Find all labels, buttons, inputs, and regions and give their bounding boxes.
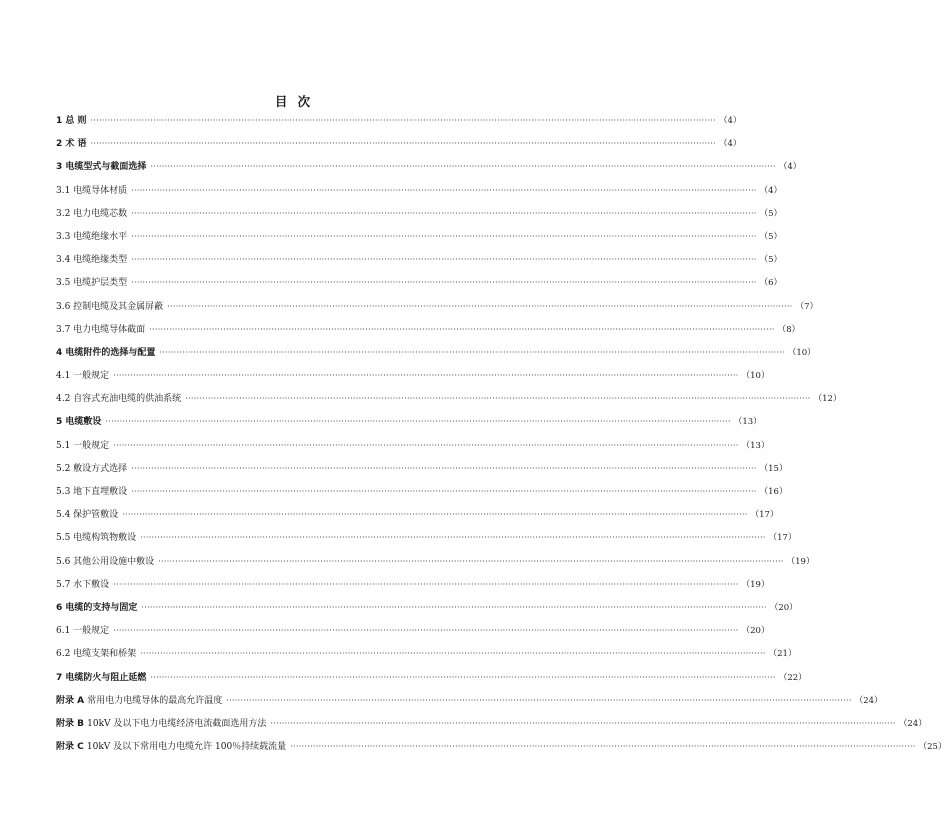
dot-leader: ···························································································································································································································· (122, 510, 748, 520)
toc-entry-label (56, 739, 286, 752)
toc-entry-page: （15） (759, 463, 788, 474)
toc-entry-page: （16） (759, 487, 788, 497)
toc-entry-label: 4.1 一般规定 (56, 371, 110, 382)
dot-leader: ···························································································································································································································· (159, 347, 785, 357)
dot-leader: ···························································································································································································································· (131, 487, 757, 496)
toc-entry (56, 600, 798, 623)
toc-entry-page: （19） (741, 579, 770, 590)
toc-entry-page: （4） (718, 139, 742, 150)
toc-entry (56, 299, 819, 322)
dot-leader: ···························································································································································································································· (113, 440, 739, 450)
dot-leader: ···························································································································································································································· (131, 208, 757, 218)
toc-entry-page: （4） (718, 116, 742, 126)
toc-entry-label: 6 电缆的支持与固定 (56, 602, 138, 613)
toc-entry-label: 5.3 地下直埋敷设 (56, 487, 128, 497)
appendix-title: 10kV 及以下常用电力电缆允许 100％持续载流量 (86, 742, 287, 753)
dot-leader: ···························································································································································································································· (131, 463, 757, 473)
toc-entry-page: （25） (918, 742, 946, 753)
toc-entry (56, 229, 783, 252)
toc-entry-page: （8） (777, 324, 801, 335)
dot-leader: ···························································································································································································································· (105, 417, 731, 427)
toc-entry (56, 646, 797, 669)
toc-entry (56, 739, 946, 762)
toc-entry (56, 530, 797, 553)
dot-leader: ···························································································································································································································· (131, 278, 757, 288)
toc-entry (56, 414, 762, 437)
toc-entry (56, 322, 801, 345)
dot-leader: ···························································································································································································································· (131, 185, 757, 195)
toc-entry-page: （20） (741, 626, 770, 637)
toc-entry (56, 554, 815, 577)
table-of-contents (56, 113, 946, 762)
appendix-title: 常用电力电缆导体的最高允许温度 (87, 695, 223, 706)
toc-entry-label: 3.3 电缆绝缘水平 (56, 231, 128, 242)
toc-entry-page: （5） (759, 231, 783, 242)
toc-entry-label: 3.1 电缆导体材质 (56, 185, 128, 196)
toc-entry-label: 3 电缆型式与截面选择 (56, 162, 147, 173)
toc-entry (56, 693, 883, 716)
toc-entry (56, 345, 816, 368)
toc-entry-page: （4） (759, 185, 783, 196)
dot-leader: ···························································································································································································································· (226, 695, 852, 705)
toc-entry-page: （17） (768, 533, 797, 544)
toc-entry (56, 484, 788, 507)
dot-leader: ···························································································································································································································· (90, 139, 716, 149)
toc-entry (56, 159, 802, 182)
toc-entry (56, 391, 842, 414)
toc-entry-page: （20） (769, 602, 798, 613)
toc-entry-page: （13） (733, 417, 762, 428)
toc-entry-label: 3.7 电力电缆导体截面 (56, 324, 146, 335)
dot-leader: ···························································································································································································································· (141, 602, 767, 612)
toc-entry-page: （5） (759, 208, 783, 219)
dot-leader: ···························································································································································································································· (90, 116, 716, 125)
toc-entry-page: （21） (768, 649, 797, 660)
dot-leader: ···························································································································································································································· (149, 324, 775, 334)
appendix-title: 10kV 及以下电力电缆经济电流截面选用方法 (87, 718, 267, 729)
toc-entry (56, 623, 770, 646)
dot-leader: ···························································································································································································································· (290, 742, 916, 752)
toc-entry-label: 5.5 电缆构筑物敷设 (56, 533, 137, 544)
toc-entry-label: 5 电缆敷设 (56, 417, 102, 428)
appendix-prefix: 附录 C (56, 742, 87, 753)
toc-entry-label: 3.4 电缆绝缘类型 (56, 255, 128, 266)
toc-entry-label: 4.2 自容式充油电缆的供油系统 (56, 394, 182, 405)
dot-leader: ···························································································································································································································· (131, 231, 757, 241)
toc-entry-page: （12） (813, 394, 842, 405)
toc-entry-page: （5） (759, 255, 783, 266)
toc-title: 目 次 (274, 94, 314, 109)
toc-entry-page: （7） (795, 301, 819, 312)
toc-entry-label: 6.2 电缆支架和桥架 (56, 649, 137, 660)
toc-entry (56, 183, 783, 206)
toc-entry-label: 3.5 电缆护层类型 (56, 278, 128, 289)
toc-entry-page: （10） (741, 371, 770, 382)
dot-leader: ···························································································································································································································· (140, 649, 766, 659)
toc-entry-label: 7 电缆防火与阻止延燃 (56, 672, 147, 683)
toc-entry-label: 5.7 水下敷设 (56, 579, 110, 590)
dot-leader: ···························································································································································································································· (270, 718, 896, 728)
toc-entry-page: （24） (898, 718, 927, 729)
toc-entry-page: （6） (759, 278, 783, 289)
toc-entry-page: （17） (750, 510, 779, 521)
appendix-prefix: 附录 A (56, 695, 88, 706)
toc-entry (56, 206, 783, 229)
toc-entry-label: 5.4 保护管敷设 (56, 510, 119, 521)
toc-entry (56, 368, 770, 391)
dot-leader: ···························································································································································································································· (150, 162, 776, 172)
toc-entry (56, 438, 770, 461)
dot-leader: ···························································································································································································································· (158, 556, 784, 566)
toc-entry-page: （22） (778, 672, 807, 683)
dot-leader: ···························································································································································································································· (113, 579, 739, 589)
toc-entry (56, 716, 927, 739)
toc-entry (56, 461, 788, 484)
appendix-prefix: 附录 B (56, 718, 88, 729)
toc-entry-label: 2 术 语 (56, 139, 87, 150)
toc-entry-label: 5.6 其他公用设施中敷设 (56, 556, 155, 567)
toc-entry-label: 5.2 敷设方式选择 (56, 463, 128, 474)
toc-entry-page: （13） (741, 440, 770, 451)
dot-leader: ···························································································································································································································· (185, 394, 811, 404)
toc-entry-page: （19） (786, 556, 815, 567)
dot-leader: ···························································································································································································································· (150, 672, 776, 682)
toc-entry (56, 507, 779, 530)
dot-leader: ···························································································································································································································· (167, 301, 793, 311)
dot-leader: ···························································································································································································································· (140, 533, 766, 543)
dot-leader: ···························································································································································································································· (113, 371, 739, 381)
toc-entry-page: （4） (778, 162, 802, 173)
toc-entry-label: 3.6 控制电缆及其金属屏蔽 (56, 301, 164, 312)
toc-entry-label: 3.2 电力电缆芯数 (56, 208, 128, 219)
toc-entry (56, 113, 742, 136)
toc-entry-page: （10） (787, 347, 816, 358)
toc-entry-label: 4 电缆附件的选择与配置 (56, 347, 156, 358)
toc-entry (56, 275, 783, 298)
toc-entry-label (56, 693, 222, 706)
toc-entry-label: 6.1 一般规定 (56, 626, 110, 637)
toc-entry-label: 1 总 则 (56, 116, 87, 126)
toc-entry (56, 670, 807, 693)
toc-entry (56, 136, 742, 159)
dot-leader: ···························································································································································································································· (113, 626, 739, 636)
toc-entry (56, 577, 770, 600)
toc-entry (56, 252, 783, 275)
dot-leader: ···························································································································································································································· (131, 255, 757, 265)
toc-entry-label: 5.1 一般规定 (56, 440, 110, 451)
toc-entry-page: （24） (854, 695, 883, 706)
toc-entry-label (56, 716, 266, 729)
